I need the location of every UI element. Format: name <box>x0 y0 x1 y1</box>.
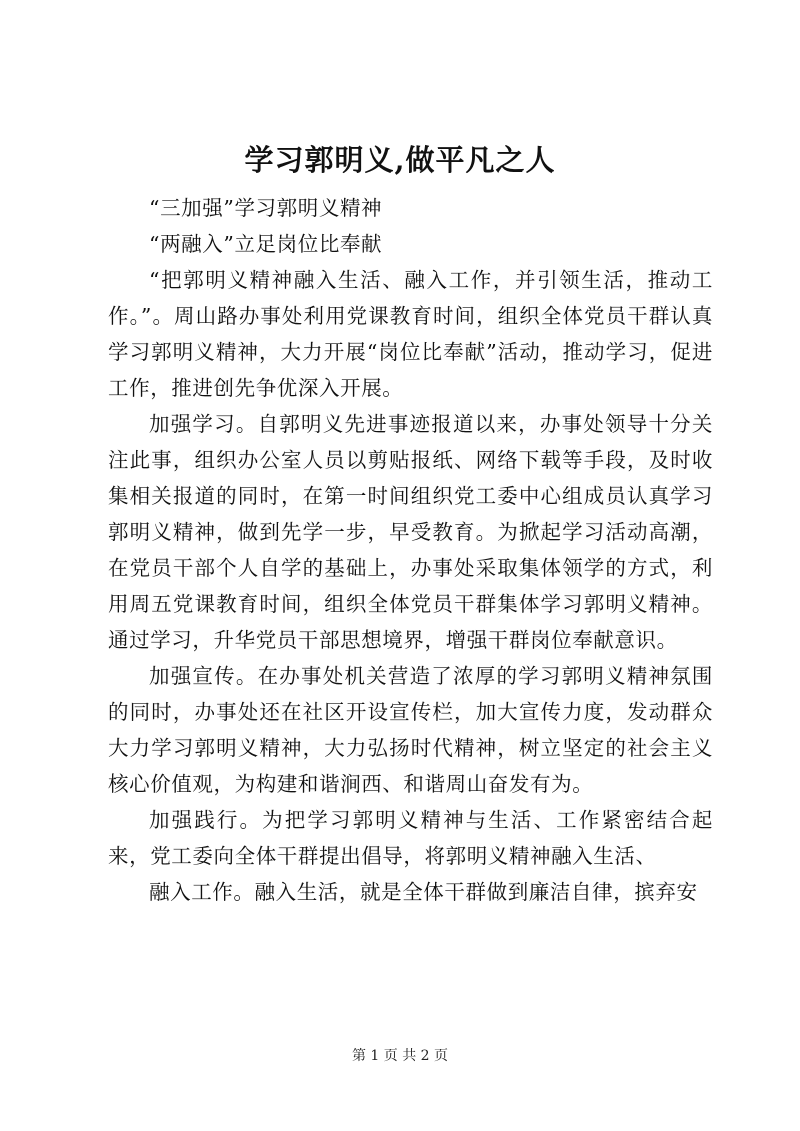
paragraph-intro: “把郭明义精神融入生活、融入工作，并引领生活，推动工作。”。周山路办事处利用党课教育时间，组织全体党员干群认真学习郭明义精神，大力开展“岗位比奉献”活动，推动学习，促进工作，推进创先争优深入开展。 <box>108 268 713 400</box>
document-title: 学习郭明义,做平凡之人 <box>244 143 556 177</box>
document-body <box>108 190 713 910</box>
paragraph-practice: 加强践行。为把学习郭明义精神与生活、工作紧密结合起来，党工委向全体干群提出倡导，将郭明义精神融入生活、 <box>108 808 713 868</box>
paragraph-integration: 融入工作。融入生活，就是全体干群做到廉洁自律，摈弃安 <box>149 880 698 904</box>
paragraph-heading-1: “三加强”学习郭明义精神 <box>149 196 383 220</box>
page-number-footer: 第 1 页 共 2 页 <box>351 1048 449 1064</box>
paragraph-study: 加强学习。自郭明义先进事迹报道以来，办事处领导十分关注此事，组织办公室人员以剪贴报纸、网络下载等手段，及时收集相关报道的同时，在第一时间组织党工委中心组成员认真学习郭明义精神，做到先学一步，早受教育。为掀起学习活动高潮，在党员干部个人自学的基础上，办事处采取集体领学的方式，利用周五党课教育时间，组织全体党员干群集体学习郭明义精神。通过学习，升华党员干部思想境界，增强干群岗位奉献意识。 <box>108 412 713 652</box>
paragraph-heading-2: “两融入”立足岗位比奉献 <box>149 232 383 256</box>
paragraph-publicity: 加强宣传。在办事处机关营造了浓厚的学习郭明义精神氛围的同时，办事处还在社区开设宣传栏，加大宣传力度，发动群众大力学习郭明义精神，大力弘扬时代精神，树立坚定的社会主义核心价值观，为构建和谐涧西、和谐周山奋发有为。 <box>108 664 713 796</box>
